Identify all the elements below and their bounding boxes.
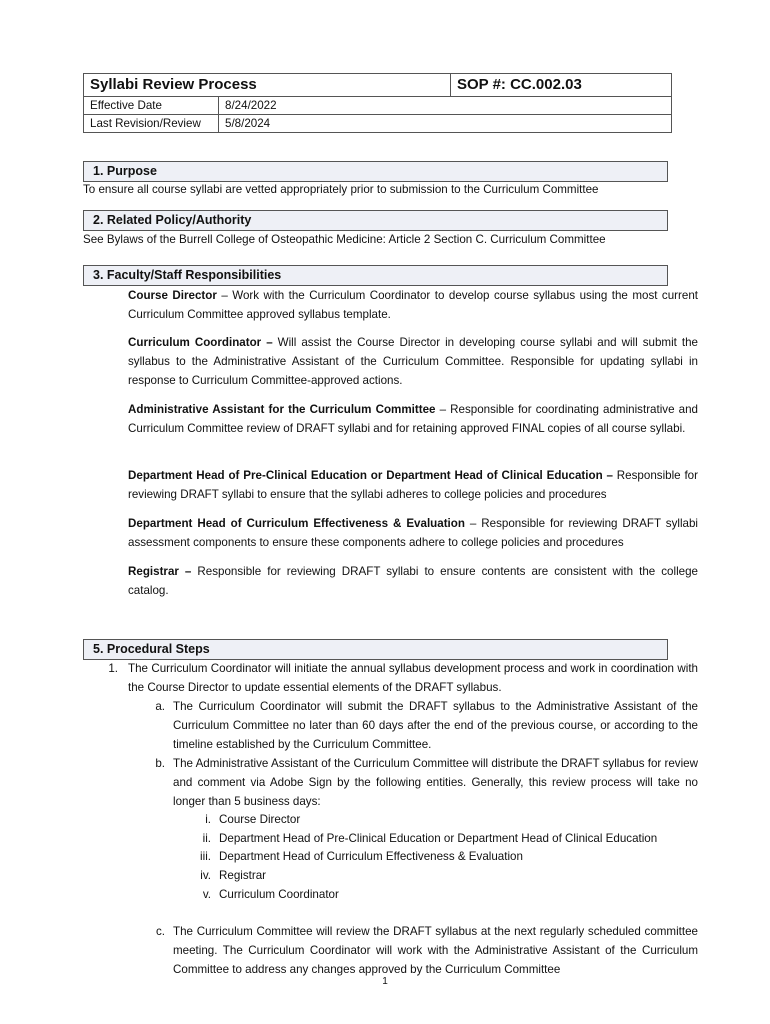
responsibilities-heading: 3. Faculty/Staff Responsibilities xyxy=(83,265,668,286)
step-text: The Curriculum Coordinator will initiate the annual syllabus development process and work in coordination with the Course Director to update essential elements of the DRAFT syllabus. xyxy=(128,662,698,694)
role-name: Administrative Assistant for the Curriculum Committee xyxy=(128,403,436,416)
roman-numeral: i. xyxy=(205,813,211,826)
reviewer-label: Curriculum Coordinator xyxy=(219,888,339,901)
role-name: Department Head of Pre-Clinical Education or Department Head of Clinical Education – xyxy=(128,469,613,482)
step-letter: a. xyxy=(155,700,165,713)
step-text: The Curriculum Committee will review the DRAFT syllabus at the next regularly scheduled committee meeting. The Curriculum Coordinator will work with the Administrative Assistant of the Curriculum Committee to address any changes approved by the Curriculum Committee xyxy=(173,925,698,976)
procedure-step-1a xyxy=(155,697,698,754)
role-description: – Responsible for reviewing DRAFT syllabi assessment components to ensure these components adhere to college policies and procedures xyxy=(128,517,698,549)
reviewer-list-item xyxy=(185,847,523,866)
policy-text: See Bylaws of the Burrell College of Osteopathic Medicine: Article 2 Section C. Curriculum Committee xyxy=(83,233,606,246)
procedure-heading: 5. Procedural Steps xyxy=(83,639,668,660)
role-name: Course Director xyxy=(128,289,217,302)
role-name: Curriculum Coordinator – xyxy=(128,336,273,349)
page-number: 1 xyxy=(382,976,388,987)
step-number: 1. xyxy=(108,662,118,675)
step-letter: b. xyxy=(155,757,165,770)
step-text: The Curriculum Coordinator will submit the DRAFT syllabus to the Administrative Assistant of the Curriculum Committee no later than 60 days after the end of the previous course, or according to the timeline established by the Curriculum Committee. xyxy=(173,700,698,751)
roman-numeral: iv. xyxy=(200,869,211,882)
roman-numeral: iii. xyxy=(200,850,211,863)
roman-numeral: v. xyxy=(202,888,211,901)
step-letter: c. xyxy=(155,925,165,938)
purpose-heading: 1. Purpose xyxy=(83,161,668,182)
purpose-text: To ensure all course syllabi are vetted appropriately prior to submission to the Curriculum Committee xyxy=(83,183,599,196)
role-description: Responsible for reviewing DRAFT syllabi to ensure that the syllabi adheres to college policies and procedures xyxy=(128,469,698,501)
procedure-step-1c xyxy=(155,922,698,979)
responsibility-registrar xyxy=(128,562,698,600)
role-description: – Work with the Curriculum Coordinator to develop course syllabus using the most current Curriculum Committee approved syllabus template. xyxy=(128,289,699,321)
reviewer-list-item xyxy=(185,810,300,829)
step-text: The Administrative Assistant of the Curriculum Committee will distribute the DRAFT syllabus for review and comment via Adobe Sign by the following entities. Generally, this review process will take no longer than 5 business days: xyxy=(173,757,698,808)
role-name: Registrar – xyxy=(128,565,192,578)
role-description: Responsible for reviewing DRAFT syllabi to ensure contents are consistent with the college catalog. xyxy=(128,565,698,597)
reviewer-label: Department Head of Curriculum Effectiveness & Evaluation xyxy=(219,850,523,863)
reviewer-label: Course Director xyxy=(219,813,301,826)
responsibility-curriculum-coordinator xyxy=(128,333,698,390)
document-title: Syllabi Review Process xyxy=(84,74,451,97)
policy-heading: 2. Related Policy/Authority xyxy=(83,210,668,231)
responsibility-course-director xyxy=(128,286,698,324)
procedure-step-1 xyxy=(108,659,698,697)
role-description: Will assist the Course Director in developing course syllabi and will submit the syllabus to the Administrative Assistant of the Curriculum Committee. Responsible for updating syllabi in response to Curriculum Committee-approved actions. xyxy=(128,336,698,387)
reviewer-label: Registrar xyxy=(219,869,267,882)
sop-header-table xyxy=(83,73,672,133)
roman-numeral: ii. xyxy=(202,832,211,845)
responsibility-curriculum-effectiveness xyxy=(128,514,698,552)
reviewer-list-item xyxy=(185,829,657,848)
reviewer-list-item xyxy=(185,885,339,904)
responsibility-department-heads xyxy=(128,466,698,504)
responsibility-administrative-assistant xyxy=(128,400,698,438)
reviewer-label: Department Head of Pre-Clinical Education or Department Head of Clinical Education xyxy=(219,832,658,845)
revision-date-label: Last Revision/Review xyxy=(84,115,219,133)
reviewer-list-item xyxy=(185,866,266,885)
sop-number: SOP #: CC.002.03 xyxy=(451,74,672,97)
role-description: – Responsible for coordinating administrative and Curriculum Committee review of DRAFT syllabi and for retaining approved FINAL copies of all course syllabi. xyxy=(128,403,699,435)
revision-date-value: 5/8/2024 xyxy=(219,115,672,133)
procedure-step-1b xyxy=(155,754,698,811)
effective-date-label: Effective Date xyxy=(84,97,219,115)
role-name: Department Head of Curriculum Effectiveness & Evaluation xyxy=(128,517,465,530)
effective-date-value: 8/24/2022 xyxy=(219,97,672,115)
